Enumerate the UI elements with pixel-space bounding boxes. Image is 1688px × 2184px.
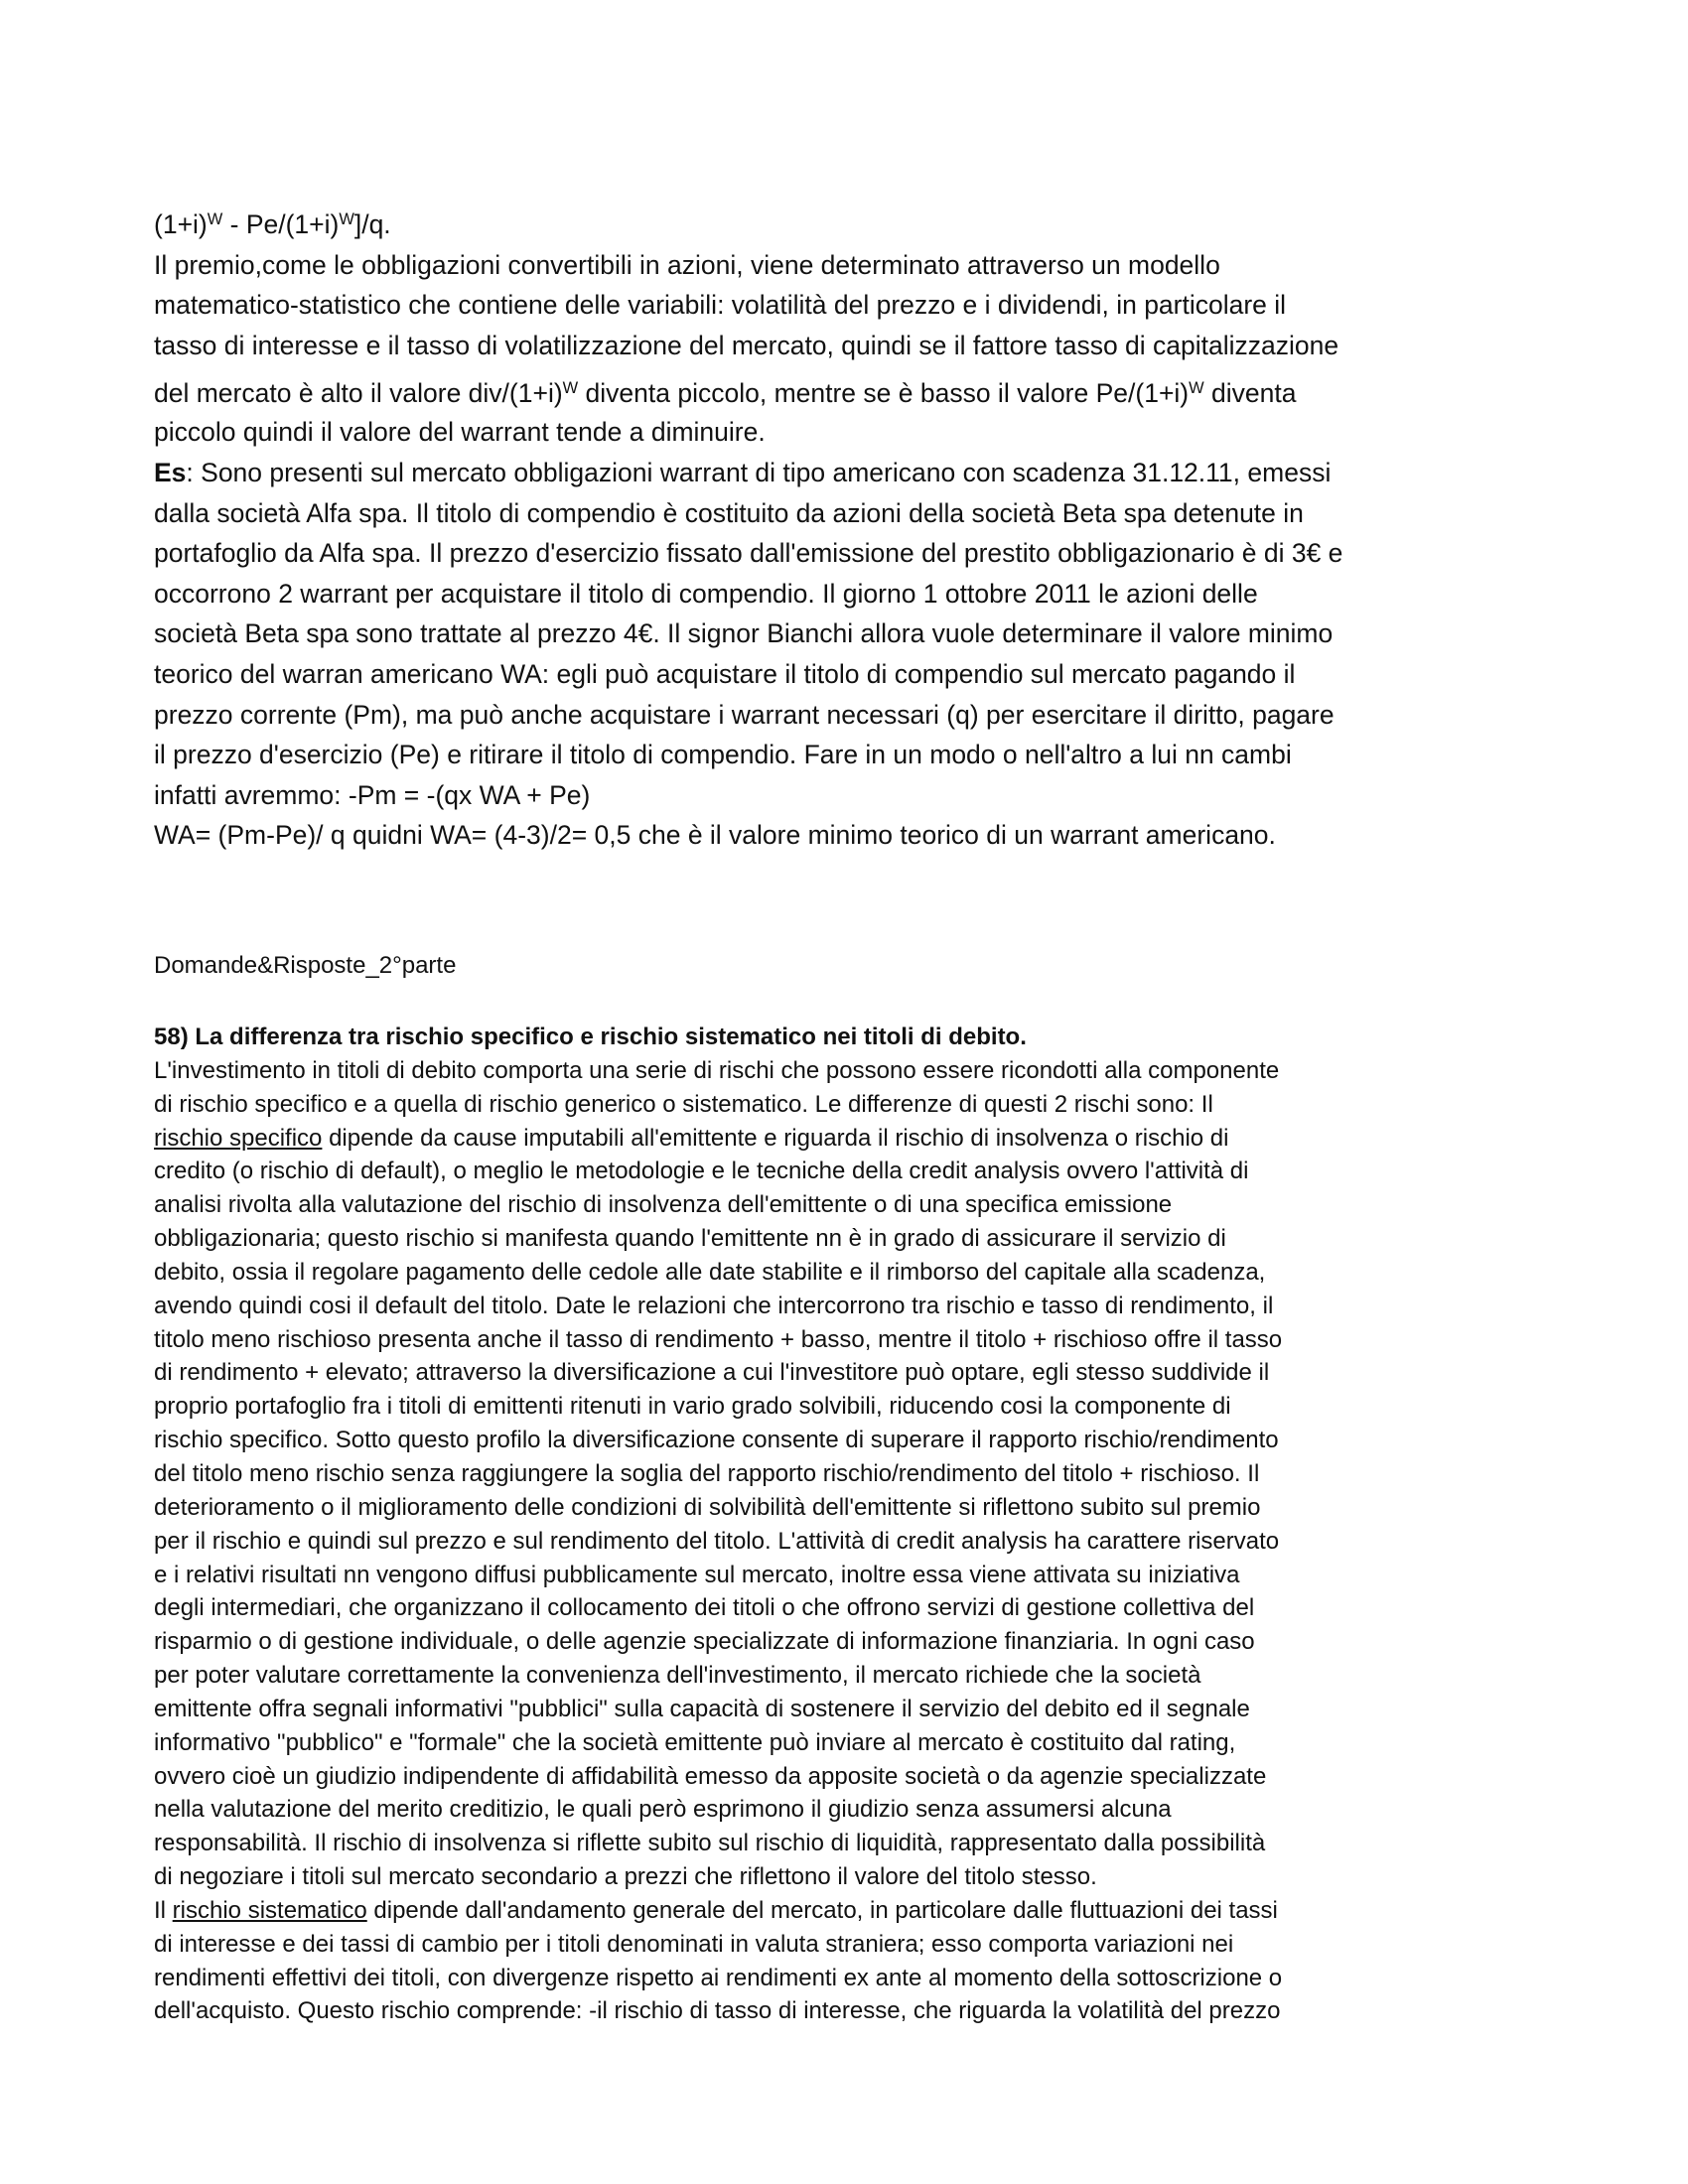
text-line: emittente offra segnali informativi "pubblici" sulla capacità di sostenere il servizio del debito ed il segnale [154, 1695, 1250, 1722]
text-line: di negoziare i titoli sul mercato secondario a prezzi che riflettono il valore del titolo stesso. [154, 1863, 1097, 1891]
text-line: Il rischio sistematico dipende dall'andamento generale del mercato, in particolare dalle fluttuazioni dei tassi [154, 1896, 1278, 1924]
text-line: analisi rivolta alla valutazione del rischio di insolvenza dell'emittente o di una specifica emissione [154, 1191, 1173, 1219]
text-line: responsabilità. Il rischio di insolvenza si riflette subito sul rischio di liquidità, rappresentato dalla possibilità [154, 1830, 1266, 1857]
text-line: prezzo corrente (Pm), ma può anche acquistare i warrant necessari (q) per esercitare il diritto, pagare [154, 699, 1335, 730]
text-line: rischio specifico. Sotto questo profilo la diversificazione consente di superare il rapporto rischio/rendimento [154, 1427, 1279, 1454]
text-line: di interesse e dei tassi di cambio per i titoli denominati in valuta straniera; esso comporta variazioni nei [154, 1930, 1234, 1958]
text-line: infatti avremmo: -Pm = -(qx WA + Pe) [154, 779, 591, 810]
underlined-term-specific-risk: rischio specifico [154, 1124, 323, 1152]
text-line: deterioramento o il miglioramento delle condizioni di solvibilità dell'emittente si riflettono subito sul premio [154, 1493, 1261, 1521]
text-line: di rischio specifico e a quella di rischio generico o sistematico. Le differenze di questi 2 rischi sono: Il [154, 1090, 1213, 1118]
text-line: degli intermediari, che organizzano il collocamento dei titoli o che offrono servizi di gestione collettiva del [154, 1594, 1255, 1622]
text-line: risparmio o di gestione individuale, o delle agenzie specializzate di informazione finanziaria. In ogni caso [154, 1628, 1255, 1656]
text-line: società Beta spa sono trattate al prezzo 4€. Il signor Bianchi allora vuole determinare il valore minimo [154, 618, 1334, 649]
example-line: Es: Sono presenti sul mercato obbligazioni warrant di tipo americano con scadenza 31.12.11, emessi [154, 457, 1332, 487]
section-heading: Domande&Risposte_2°parte [154, 952, 457, 979]
text-line: credito (o rischio di default), o meglio le metodologie e le tecniche della credit analysis ovvero l'attività di [154, 1158, 1249, 1185]
text-line: avendo quindi cosi il default del titolo. Date le relazioni che intercorrono tra rischio e tasso di rendimento, il [154, 1292, 1274, 1319]
text-line: informativo "pubblico" e "formale" che la società emittente può inviare al mercato è costituito dal rating, [154, 1728, 1236, 1756]
text-line: nella valutazione del merito creditizio, le quali però esprimono il giudizio senza assumersi alcuna [154, 1796, 1172, 1824]
text-line: dalla società Alfa spa. Il titolo di compendio è costituito da azioni della società Beta spa detenute in [154, 497, 1304, 528]
text-line: il prezzo d'esercizio (Pe) e ritirare il titolo di compendio. Fare in un modo o nell'altro a lui nn cambi [154, 740, 1292, 770]
text-line: obbligazionaria; questo rischio si manifesta quando l'emittente nn è in grado di assicurare il servizio di [154, 1225, 1226, 1253]
text-line: teorico del warran americano WA: egli può acquistare il titolo di compendio sul mercato pagando il [154, 658, 1296, 689]
text-line: Il premio,come le obbligazioni convertibili in azioni, viene determinato attraverso un modello [154, 249, 1220, 280]
text-line: dell'acquisto. Questo rischio comprende: -il rischio di tasso di interesse, che riguarda la volatilità del prezzo [154, 1997, 1281, 2025]
text-line: e i relativi risultati nn vengono diffusi pubblicamente sul mercato, inoltre essa viene attivata su iniziativa [154, 1561, 1240, 1588]
text-line: per poter valutare correttamente la convenienza dell'investimento, il mercato richiede che la società [154, 1662, 1201, 1690]
text-line: ovvero cioè un giudizio indipendente di affidabilità emesso da apposite società o da agenzie specializzate [154, 1762, 1267, 1790]
text-line: rendimenti effettivi dei titoli, con divergenze rispetto ai rendimenti ex ante al momento della sottoscrizione o [154, 1964, 1283, 1991]
text-line: proprio portafoglio fra i titoli di emittenti ritenuti in vario grado solvibili, riducendo cosi la componente di [154, 1393, 1231, 1421]
text-line: per il rischio e quindi sul prezzo e sul rendimento del titolo. L'attività di credit analysis ha carattere riservato [154, 1527, 1280, 1555]
text-line: WA= (Pm-Pe)/ q quidni WA= (4-3)/2= 0,5 che è il valore minimo teorico di un warrant americano. [154, 820, 1276, 851]
text-line-with-exponents: del mercato è alto il valore div/$(1+i)^W$ diventa piccolo, mentre se è basso il valore $Pe/(1+i)^W$ diventa [154, 378, 1297, 409]
text-line: L'investimento in titoli di debito comporta una serie di rischi che possono essere ricondotti alla componente [154, 1056, 1280, 1084]
text-line: tasso di interesse e il tasso di volatilizzazione del mercato, quindi se il fattore tasso di capitalizzazione [154, 330, 1339, 360]
warrant-explanation [154, 205, 1539, 856]
question-title: 58) La differenza tra rischio specifico e rischio sistematico nei titoli di debito. [154, 1024, 1027, 1050]
formula-tail-line: $(1+i)^W - Pe/(1+i)^W]/q$. [154, 209, 391, 239]
text-line: debito, ossia il regolare pagamento delle cedole alle date stabilite e il rimborso del capitale alla scadenza, [154, 1258, 1266, 1286]
text-line: occorrono 2 warrant per acquistare il titolo di compendio. Il giorno 1 ottobre 2011 le azioni delle [154, 578, 1258, 609]
text-line: portafoglio da Alfa spa. Il prezzo d'esercizio fissato dall'emissione del prestito obbligazionario è di 3€ e [154, 538, 1343, 569]
underlined-term-systematic-risk: rischio sistematico [172, 1896, 367, 1924]
answer-58 [154, 1021, 1539, 2028]
text-line: matematico-statistico che contiene delle variabili: volatilità del prezzo e i dividendi, in particolare il [154, 290, 1287, 321]
text-line: del titolo meno rischio senza raggiungere la soglia del rapporto rischio/rendimento del titolo + rischioso. Il [154, 1459, 1260, 1487]
example-label: Es [154, 457, 187, 487]
text-line: di rendimento + elevato; attraverso la diversificazione a cui l'investitore può optare, egli stesso suddivide il [154, 1359, 1270, 1387]
text-line: titolo meno rischioso presenta anche il tasso di rendimento + basso, mentre il titolo + rischioso offre il tasso [154, 1325, 1283, 1353]
text-line: piccolo quindi il valore del warrant tende a diminuire. [154, 417, 766, 448]
text-line: rischio specifico dipende da cause imputabili all'emittente e riguarda il rischio di insolvenza o rischio di [154, 1124, 1229, 1152]
